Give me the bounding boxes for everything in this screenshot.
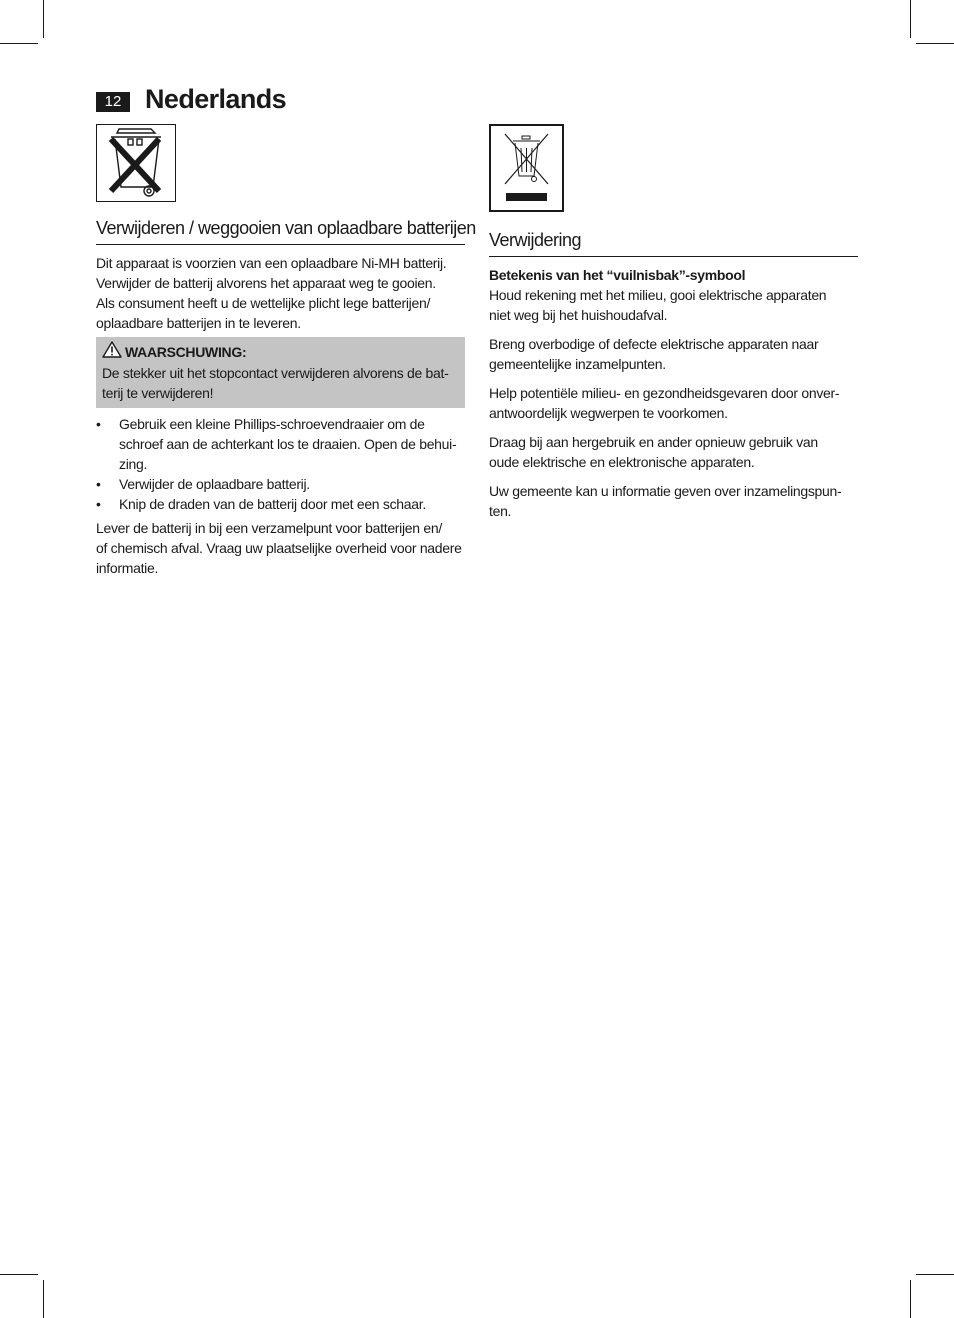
warning-heading [102,341,459,363]
intro-paragraph: Dit apparaat is voorzien van een oplaadbare Ni-MH batterij. Verwijder de batterij alvorens het apparaat weg te gooien. Als consument heeft u de wettelijke plicht lege batterijen/ oplaadbare batterijen in te leveren. [96,255,447,331]
paragraph: Help potentiële milieu- en gezondheidsgevaren door onver- antwoordelijk wegwerpen te voorkomen. [489,385,840,421]
crossed-out-battery-bin-icon [96,124,176,202]
bullet: • [96,496,101,512]
paragraph: Draag bij aan hergebruik en ander opnieuw gebruik van oude elektrische en elektronische apparaten. [489,434,818,470]
crop-mark [0,1274,38,1275]
section-title-disposal: Verwijdering [489,230,858,257]
list-item: • Gebruik een kleine Phillips-schroevendraaier om de schroef aan de achterkant los te draaien. Open de behui- zing. [96,416,457,472]
paragraph: Houd rekening met het milieu, gooi elektrische apparaten niet weg bij het huishoudafval. [489,287,827,323]
crop-mark [0,43,38,44]
crop-mark [910,0,911,38]
crossed-out-wheelie-bin-icon [489,124,564,212]
bullet: • [96,416,101,432]
disposal-section [489,124,858,530]
outro-paragraph: Lever de batterij in bij een verzamelpunt voor batterijen en/ of chemisch afval. Vraag uw plaatselijke overheid voor nadere informatie. [96,520,462,576]
crop-mark [916,1274,954,1275]
list-item: • Knip de draden van de batterij door met een schaar. [96,496,426,512]
battery-disposal-section [96,124,476,578]
bin-symbol-subtitle: Betekenis van het “vuilnisbak”-symbool [489,267,746,283]
warning-label: WAARSCHUWING: [125,344,247,360]
paragraph: Uw gemeente kan u informatie geven over inzamelingspun- ten. [489,483,842,519]
page-number: 12 [96,92,130,112]
warning-text: De stekker uit het stopcontact verwijderen alvorens de bat- terij te verwijderen! [102,365,449,401]
section-title-battery: Verwijderen / weggooien van oplaadbare batterijen [96,218,465,245]
warning-box [96,337,465,408]
bullet: • [96,476,101,492]
list-item: • Verwijder de oplaadbare batterij. [96,476,310,492]
warning-triangle-icon [102,341,122,363]
crop-mark [910,1280,911,1318]
paragraph: Breng overbodige of defecte elektrische apparaten naar gemeentelijke inzamelpunten. [489,336,819,372]
crop-mark [43,1280,44,1318]
page-title: Nederlands [145,84,287,114]
crop-mark [43,0,44,38]
crop-mark [916,43,954,44]
instruction-list [96,414,465,514]
